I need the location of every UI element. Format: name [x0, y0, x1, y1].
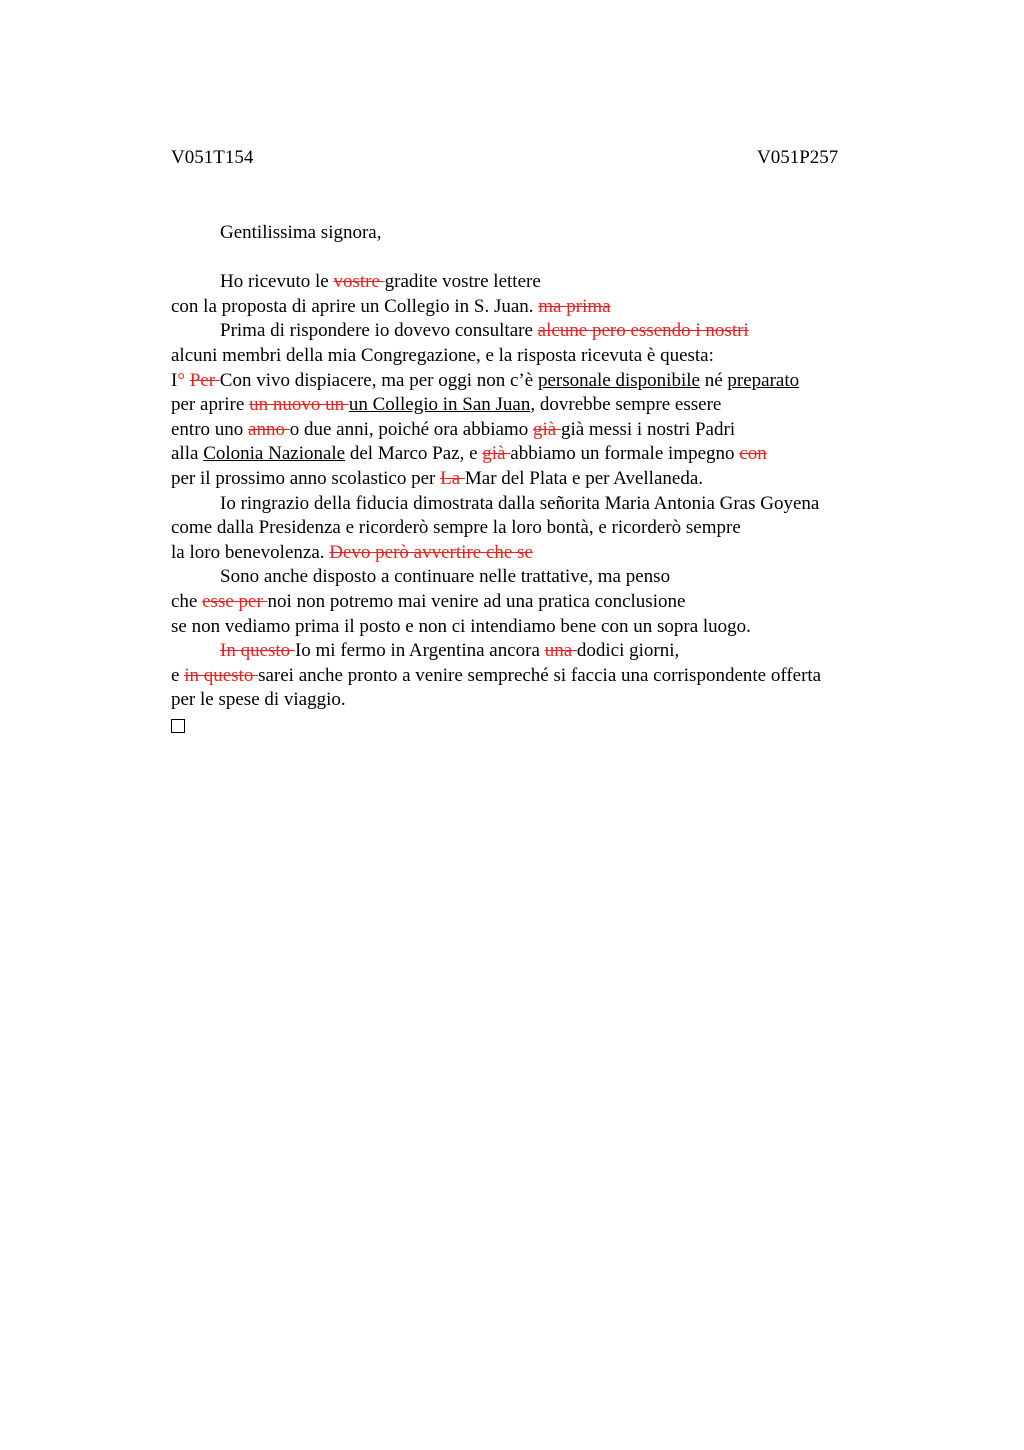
deleted-text: La: [440, 467, 465, 489]
deleted-text: vostre: [333, 271, 385, 293]
text-run: Con vivo dispiacere, ma per oggi non c’è: [219, 369, 538, 391]
text-line: [171, 418, 911, 443]
text-run: del Marco Paz, e: [345, 443, 483, 465]
underlined-text: preparato: [727, 369, 800, 391]
salutation: Gentilissima signora,: [220, 222, 382, 243]
deleted-text: con: [739, 443, 767, 465]
text-line: [171, 270, 911, 295]
text-line: [171, 442, 911, 467]
text-run: per il prossimo anno scolastico per: [171, 467, 441, 489]
text-run: e: [171, 664, 185, 686]
text-line: [171, 319, 911, 344]
text-run: Prima di rispondere io dovevo consultare: [220, 320, 538, 342]
text-line: [171, 688, 911, 713]
deleted-text: già: [532, 418, 561, 440]
text-run: se non vediamo prima il posto e non ci intendiamo bene con un sopra luogo.: [171, 615, 751, 637]
text-run: gradite vostre lettere: [384, 271, 541, 293]
text-run: entro uno: [171, 418, 249, 440]
text-run: Mar del Plata e per Avellaneda.: [464, 467, 704, 489]
text-line: [171, 590, 911, 615]
underlined-text: Colonia Nazionale: [203, 443, 346, 465]
text-line: [171, 295, 911, 320]
deleted-text: esse per: [202, 590, 268, 612]
deleted-text: in questo: [184, 664, 259, 686]
text-run: per le spese di viaggio.: [171, 689, 346, 711]
text-line: [171, 541, 911, 566]
text-run: la loro benevolenza.: [171, 541, 330, 563]
text-line: [171, 516, 911, 541]
text-run: noi non potremo mai venire ad una pratica conclusione: [267, 590, 686, 612]
text-line: [171, 615, 911, 640]
text-run: alcuni membri della mia Congregazione, e la risposta ricevuta è questa:: [171, 344, 714, 366]
text-run: sarei anche pronto a venire sempreché si faccia una corrispondente offerta: [258, 664, 822, 686]
deleted-text: un nuovo un: [249, 394, 349, 416]
document-code-right: V051P257: [757, 147, 839, 168]
text-line: [171, 344, 911, 369]
deleted-text: ma prima: [538, 295, 611, 317]
text-run: Ho ricevuto le: [220, 271, 334, 293]
end-square-icon: [171, 719, 185, 733]
text-run: per aprire: [171, 394, 250, 416]
deleted-text: una: [544, 640, 577, 662]
text-run: già messi i nostri Padri: [560, 418, 736, 440]
deleted-text: In questo: [220, 640, 295, 662]
text-line: [171, 565, 911, 590]
underlined-text: un Collegio in San Juan: [348, 394, 531, 416]
letter-body: [171, 221, 911, 737]
text-line: [171, 639, 911, 664]
deleted-text: alcune pero essendo i nostri: [537, 320, 749, 342]
text-run: Sono anche disposto a continuare nelle trattative, ma penso: [220, 566, 671, 588]
text-line: [171, 664, 911, 689]
text-run: Io ringrazio della fiducia dimostrata dalla señorita Maria Antonia Gras Goyena: [220, 492, 820, 514]
text-run: o due anni, poiché ora abbiamo: [289, 418, 533, 440]
text-run: dodici giorni,: [576, 640, 680, 662]
list-number: I: [171, 369, 178, 391]
degree-mark: °: [177, 369, 185, 391]
blank-line: [171, 246, 911, 271]
text-run: che: [171, 590, 203, 612]
deleted-text: Devo però avvertire che se: [329, 541, 533, 563]
text-line: [171, 467, 911, 492]
deleted-text: anno: [248, 418, 290, 440]
underlined-text: personale disponibile: [537, 369, 700, 391]
text-line: [171, 393, 911, 418]
deleted-text: già: [482, 443, 511, 465]
text-run: Io mi fermo in Argentina ancora: [294, 640, 545, 662]
text-line: [171, 713, 911, 738]
deleted-text: Per: [189, 369, 220, 391]
text-run: abbiamo un formale impegno: [510, 443, 740, 465]
text-line: [171, 369, 911, 394]
text-run: alla: [171, 443, 204, 465]
text-run: , dovrebbe sempre essere: [530, 394, 722, 416]
text-line: [171, 492, 911, 517]
text-run: né: [699, 369, 728, 391]
text-run: con la proposta di aprire un Collegio in S. Juan.: [171, 295, 539, 317]
document-code-left: V051T154: [171, 147, 254, 168]
text-run: come dalla Presidenza e ricorderò sempre la loro bontà, e ricorderò sempre: [171, 517, 741, 539]
